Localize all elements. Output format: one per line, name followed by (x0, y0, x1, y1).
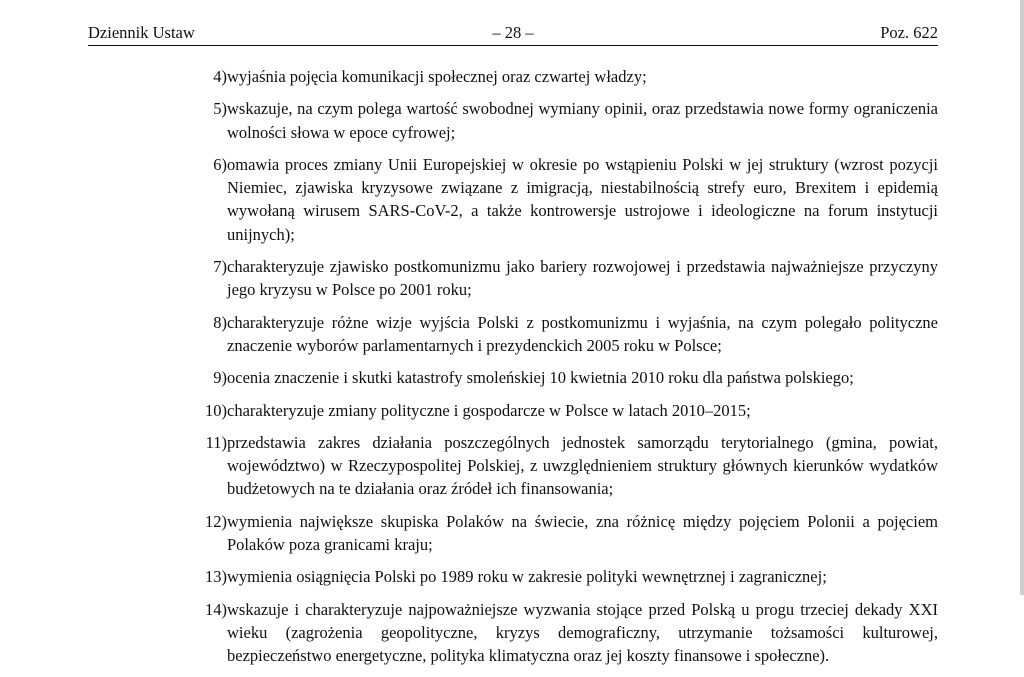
list-item (190, 366, 938, 389)
item-text: przedstawia zakres działania poszczególnych jednostek samorządu terytorialnego (gmina, powiat, województwo) w Rzeczypospolitej Polskiej, z uwzględnieniem struktury głównych kierunków wydatków budżetowych na te działania oraz źródeł ich finansowania; (227, 432, 938, 499)
list-item (190, 311, 938, 358)
list-item (190, 399, 938, 422)
list-item (190, 65, 938, 88)
list-item (190, 431, 938, 501)
item-text: wymienia osiągnięcia Polski po 1989 roku w zakresie polityki wewnętrznej i zagranicznej; (227, 567, 827, 587)
item-number: 11) (205, 432, 227, 452)
item-text: omawia proces zmiany Unii Europejskiej w okresie po wstąpieniu Polski w jej struktury (wzrost pozycji Niemiec, zjawiska kryzysowe związane z imigracją, niestabilnością strefy euro, Brexitem i epidemią wywołaną wirusem SARS-CoV-2, a także kontrowersje ustrojowe i ideologiczne na forum instytucji unijnych); (227, 154, 938, 244)
item-number: 8) (213, 312, 227, 332)
item-number: 7) (213, 257, 227, 277)
position-number: Poz. 622 (880, 23, 938, 42)
item-text: charakteryzuje różne wizje wyjścia Polski z postkomunizmu i wyjaśnia, na czym polegało polityczne znaczenie wyborów parlamentarnych i prezydenckich 2005 roku w Polsce; (227, 312, 938, 355)
item-text: charakteryzuje zjawisko postkomunizmu jako bariery rozwojowej i przedstawia najważniejsze przyczyny jego kryzysu w Polsce po 2001 roku; (227, 257, 938, 300)
item-number: 6) (213, 154, 227, 174)
page-number: – 28 – (492, 23, 534, 42)
item-text: wskazuje, na czym polega wartość swobodnej wymiany opinii, oraz przedstawia nowe formy ograniczenia wolności słowa w epoce cyfrowej; (227, 99, 938, 142)
item-text: wymienia największe skupiska Polaków na świecie, zna różnicę między pojęciem Polonii a pojęciem Polaków poza granicami kraju; (227, 511, 938, 555)
item-number: 9) (213, 368, 227, 388)
journal-title: Dziennik Ustaw (88, 23, 195, 42)
list-item (190, 153, 938, 246)
item-text: charakteryzuje zmiany polityczne i gospodarcze w Polsce w latach 2010–2015; (227, 400, 751, 420)
item-text: wskazuje i charakteryzuje najpoważniejsze wyzwania stojące przed Polską u progu trzeciej dekady XXI wieku (zagrożenia geopolityczne, kryzys demograficzny, utrzymanie tożsamości kulturowej, bezpieczeństwo energetyczne, polityka klimatyczna oraz jej koszty finansowe i społeczne). (227, 599, 938, 666)
item-text: wyjaśnia pojęcia komunikacji społecznej oraz czwartej władzy; (227, 67, 647, 86)
list-item (190, 255, 938, 302)
item-number: 12) (205, 511, 227, 531)
list-item (190, 598, 938, 668)
item-number: 10) (205, 400, 227, 420)
item-text: ocenia znaczenie i skutki katastrofy smoleńskiej 10 kwietnia 2010 roku dla państwa polskiego; (227, 368, 854, 388)
item-number: 13) (205, 567, 227, 587)
viewer-scroll-edge[interactable] (1020, 0, 1024, 595)
list-item (190, 97, 938, 144)
item-number: 5) (213, 99, 227, 119)
list-item (190, 510, 938, 557)
list-item (190, 565, 938, 588)
item-number: 14) (205, 599, 227, 619)
numbered-list (190, 65, 938, 677)
item-number: 4) (213, 67, 227, 86)
page-header (88, 21, 938, 46)
